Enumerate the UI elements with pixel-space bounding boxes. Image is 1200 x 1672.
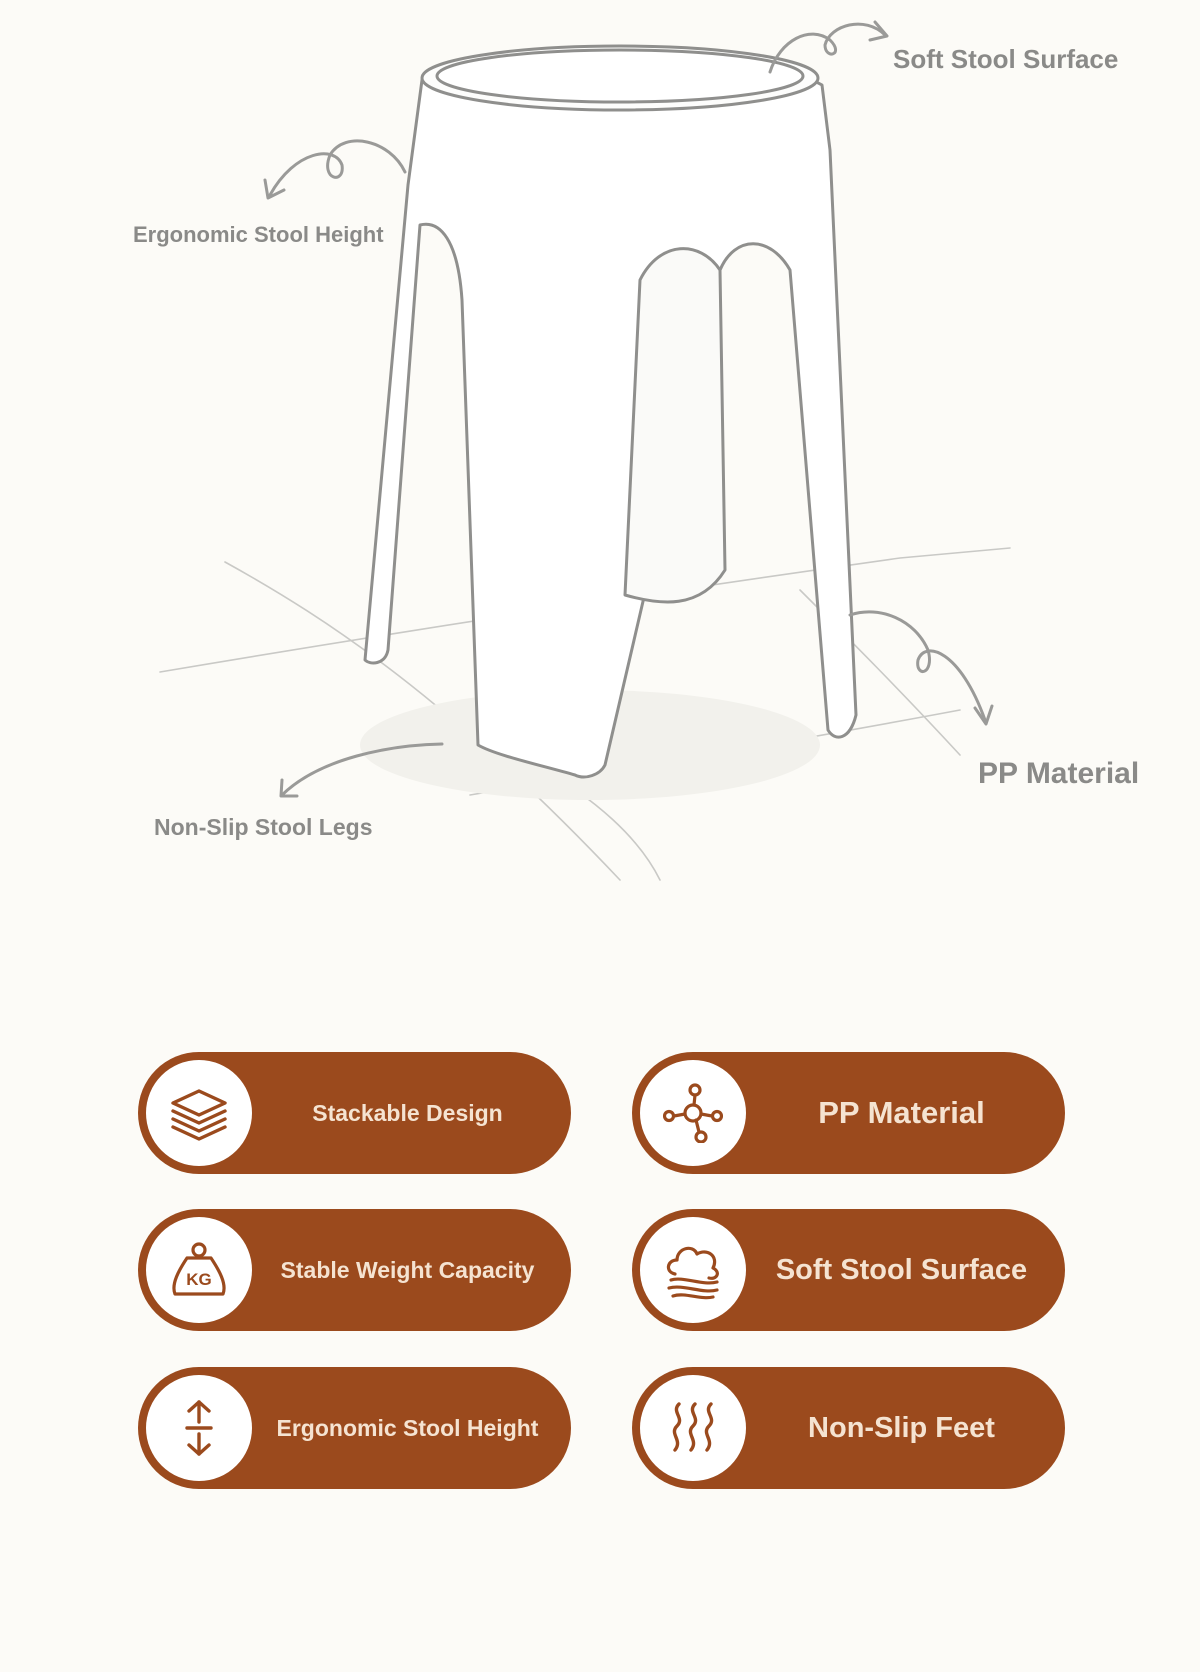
feature-label: Stable Weight Capacity bbox=[280, 1256, 535, 1283]
feature-stable-weight-capacity bbox=[138, 1209, 571, 1331]
feature-icon-circle bbox=[640, 1060, 746, 1166]
height-arrows-icon bbox=[169, 1398, 229, 1458]
callout-soft-stool-surface: Soft Stool Surface bbox=[893, 44, 1119, 74]
feature-label: Ergonomic Stool Height bbox=[276, 1414, 539, 1441]
feature-label: Non-Slip Feet bbox=[808, 1411, 995, 1444]
callout-ergonomic-stool-height: Ergonomic Stool Height bbox=[133, 222, 384, 247]
feature-label: Stackable Design bbox=[312, 1099, 503, 1126]
callout-pp-material: PP Material bbox=[978, 757, 1140, 790]
feature-non-slip-feet bbox=[632, 1367, 1065, 1489]
feature-label: Soft Stool Surface bbox=[775, 1253, 1028, 1286]
feature-icon-circle bbox=[640, 1375, 746, 1481]
wavy-lines-icon bbox=[663, 1398, 723, 1458]
callout-non-slip-stool-legs: Non-Slip Stool Legs bbox=[154, 814, 373, 840]
molecule-icon bbox=[663, 1083, 723, 1143]
feature-icon-circle bbox=[640, 1217, 746, 1323]
feature-stackable-design bbox=[138, 1052, 571, 1174]
feature-icon-circle bbox=[146, 1060, 252, 1166]
kg-weight-icon bbox=[169, 1240, 229, 1300]
feature-icon-circle bbox=[146, 1375, 252, 1481]
stack-layers-icon bbox=[169, 1083, 229, 1143]
svg-text:KG: KG bbox=[186, 1270, 212, 1289]
feature-label: PP Material bbox=[818, 1095, 985, 1130]
feature-icon-circle bbox=[146, 1217, 252, 1323]
cloud-soft-icon bbox=[663, 1240, 723, 1300]
feature-pp-material bbox=[632, 1052, 1065, 1174]
feature-ergonomic-stool-height bbox=[138, 1367, 571, 1489]
feature-soft-stool-surface bbox=[632, 1209, 1065, 1331]
